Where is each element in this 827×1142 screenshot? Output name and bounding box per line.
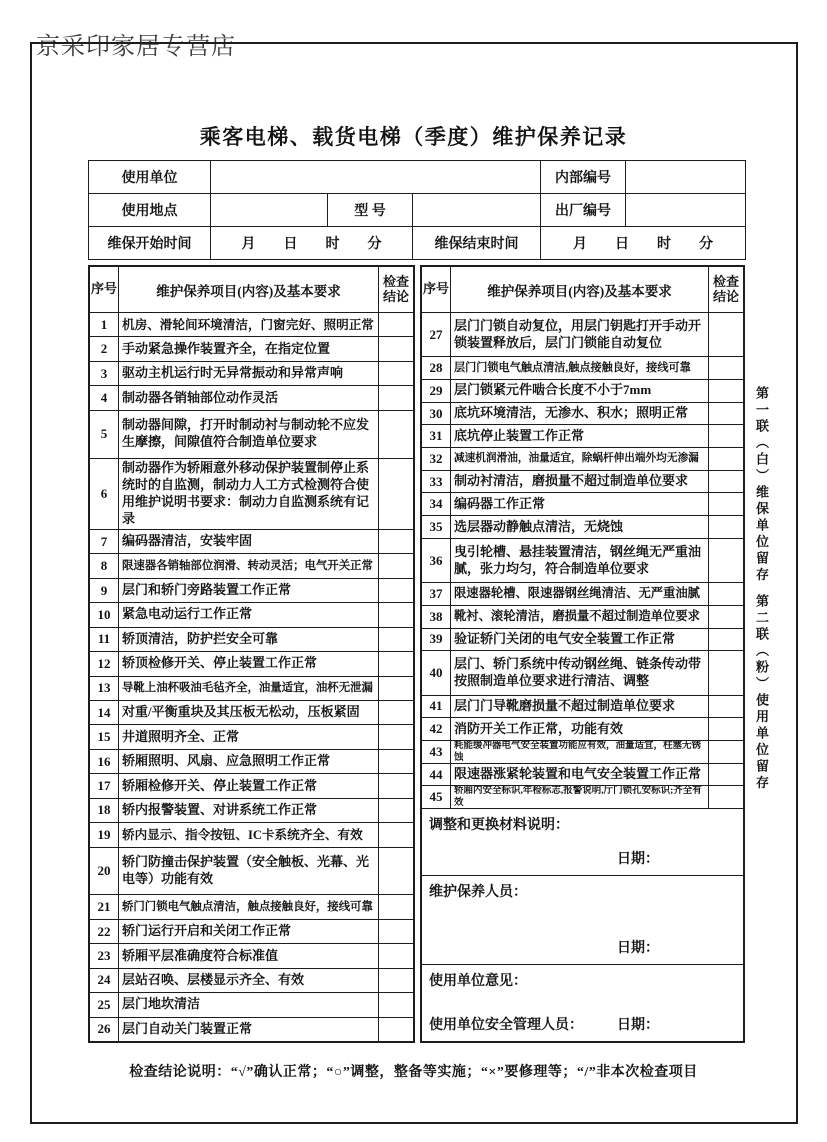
use-unit-label: 使用单位 bbox=[89, 161, 211, 194]
row-number: 2 bbox=[90, 337, 119, 360]
info-row-2 bbox=[89, 194, 746, 227]
factory-no-value-cell bbox=[626, 194, 746, 227]
item-header: 维护保养项目(内容)及基本要求 bbox=[156, 283, 341, 299]
row-result-cell bbox=[708, 606, 743, 628]
row-text: 轿厢检修开关、停止装置工作正常 bbox=[122, 777, 318, 793]
row-number: 12 bbox=[90, 652, 119, 675]
checklist-row-28 bbox=[422, 357, 743, 380]
row-number: 45 bbox=[422, 786, 451, 808]
checklist-rows-right bbox=[422, 313, 743, 809]
row-number: 35 bbox=[422, 516, 451, 538]
row-result-cell bbox=[708, 357, 743, 379]
internal-no-label: 内部编号 bbox=[541, 161, 626, 194]
row-result-cell bbox=[378, 677, 413, 700]
row-text: 轿内显示、指令按钮、IC卡系统齐全、有效 bbox=[122, 827, 363, 842]
row-number: 21 bbox=[90, 895, 119, 918]
row-result-cell bbox=[378, 993, 413, 1016]
checklist-row-6 bbox=[90, 459, 413, 530]
row-text: 轿门运行开启和关闭工作正常 bbox=[122, 923, 292, 939]
row-text: 耗能缓冲器电气安全装置功能应有效，油量适宜，柱塞无锈蚀 bbox=[454, 741, 702, 763]
row-text: 限速器轮槽、限速器钢丝绳清洁、无严重油腻 bbox=[454, 586, 700, 601]
row-result-cell bbox=[378, 411, 413, 458]
row-number: 32 bbox=[422, 448, 451, 470]
row-number: 14 bbox=[90, 701, 119, 724]
checklist-header-right bbox=[422, 267, 743, 313]
checklist-row-11 bbox=[90, 628, 413, 652]
info-table bbox=[88, 160, 746, 260]
row-text: 层站召唤、层楼显示齐全、有效 bbox=[122, 972, 305, 988]
checklist-row-33 bbox=[422, 471, 743, 494]
checklist-row-27 bbox=[422, 313, 743, 357]
checklist-row-36 bbox=[422, 539, 743, 583]
row-result-cell bbox=[378, 362, 413, 385]
row-text: 轿门防撞击保护装置（安全触板、光幕、光电等）功能有效 bbox=[122, 854, 370, 887]
row-number: 30 bbox=[422, 403, 451, 425]
seq-header: 序号 bbox=[422, 267, 451, 312]
row-result-cell bbox=[708, 583, 743, 605]
row-number: 4 bbox=[90, 386, 119, 409]
maint-end-label: 维保结束时间 bbox=[413, 227, 541, 260]
checklist-row-34 bbox=[422, 493, 743, 516]
info-row-3 bbox=[89, 227, 746, 260]
maintainer-section bbox=[422, 876, 743, 965]
result-legend: 检查结论说明：“√”确认正常；“○”调整，整备等实施；“×”要修理等；“/”非本次检查项目 bbox=[129, 1065, 698, 1080]
row-number: 31 bbox=[422, 425, 451, 447]
row-text: 层门和轿门旁路装置工作正常 bbox=[122, 582, 292, 598]
row-result-cell bbox=[378, 969, 413, 992]
adjust-date-label: 日期： bbox=[617, 852, 659, 867]
row-result-cell bbox=[708, 786, 743, 808]
row-result-cell bbox=[378, 337, 413, 360]
checklist-row-18 bbox=[90, 799, 413, 823]
form-title: 乘客电梯、载货电梯（季度）维护保养记录 bbox=[199, 125, 628, 149]
row-number: 36 bbox=[422, 539, 451, 582]
row-result-cell bbox=[378, 799, 413, 822]
row-result-cell bbox=[378, 386, 413, 409]
row-text: 靴衬、滚轮清洁，磨损量不超过制造单位要求 bbox=[454, 608, 700, 623]
checklist-row-20 bbox=[90, 848, 413, 896]
model-label: 型 号 bbox=[328, 194, 413, 227]
row-text: 限速器涨紧轮装置和电气安全装置工作正常 bbox=[454, 766, 702, 782]
row-result-cell bbox=[708, 493, 743, 515]
row-result-cell bbox=[378, 944, 413, 967]
row-result-cell bbox=[378, 652, 413, 675]
result-header: 检查结论 bbox=[708, 267, 743, 312]
row-number: 33 bbox=[422, 471, 451, 493]
seq-header: 序号 bbox=[90, 267, 119, 312]
row-number: 17 bbox=[90, 774, 119, 797]
safety-manager-label: 使用单位安全管理人员： bbox=[429, 1018, 583, 1033]
row-text: 手动紧急操作装置齐全，在指定位置 bbox=[122, 340, 331, 356]
row-result-cell bbox=[378, 750, 413, 773]
checklist-row-44 bbox=[422, 764, 743, 787]
row-number: 6 bbox=[90, 459, 119, 529]
row-text: 井道照明齐全、正常 bbox=[122, 728, 240, 744]
row-text: 制动器作为轿厢意外移动保护装置制停止系统时的自监测，制动力人工方式检测符合使用维护说明书要求：制动力自监测系统有记录 bbox=[122, 459, 370, 526]
checklist-row-16 bbox=[90, 750, 413, 774]
row-number: 39 bbox=[422, 629, 451, 651]
row-result-cell bbox=[708, 471, 743, 493]
checklist-row-17 bbox=[90, 774, 413, 798]
row-text: 层门、轿门系统中传动钢丝绳、链条传动带按照制造单位要求进行清洁、调整 bbox=[454, 656, 702, 688]
row-number: 26 bbox=[90, 1018, 119, 1041]
checklist-table-right bbox=[420, 265, 745, 1043]
checklist-row-21 bbox=[90, 895, 413, 919]
checklist-table-left bbox=[88, 265, 415, 1043]
row-text: 层门门导靴磨损量不超过制造单位要求 bbox=[454, 698, 676, 714]
row-result-cell bbox=[378, 774, 413, 797]
row-result-cell bbox=[378, 628, 413, 651]
row-number: 34 bbox=[422, 493, 451, 515]
row-result-cell bbox=[378, 895, 413, 918]
row-text: 制动衬清洁，磨损量不超过制造单位要求 bbox=[454, 473, 689, 489]
row-text: 编码器清洁，安装牢固 bbox=[122, 533, 253, 549]
checklist-header-left bbox=[90, 267, 413, 313]
use-unit-value-cell bbox=[211, 161, 541, 194]
row-result-cell bbox=[708, 448, 743, 470]
row-result-cell bbox=[708, 425, 743, 447]
result-header: 检查结论 bbox=[378, 267, 413, 312]
row-result-cell bbox=[708, 651, 743, 694]
factory-no-label: 出厂编号 bbox=[541, 194, 626, 227]
checklist-row-2 bbox=[90, 337, 413, 361]
row-number: 42 bbox=[422, 718, 451, 740]
checklist-row-5 bbox=[90, 411, 413, 459]
manager-date-label: 日期： bbox=[617, 1018, 659, 1033]
row-text: 编码器工作正常 bbox=[454, 495, 546, 511]
row-result-cell bbox=[708, 741, 743, 763]
maintainer-label: 维护保养人员： bbox=[429, 885, 527, 900]
row-number: 15 bbox=[90, 725, 119, 748]
row-number: 3 bbox=[90, 362, 119, 385]
checklist-row-13 bbox=[90, 677, 413, 701]
row-text: 轿厢内安全标识,年检标志,报警说明,厅门锁孔安标识;齐全有效 bbox=[454, 786, 702, 809]
row-number: 44 bbox=[422, 764, 451, 786]
checklist-row-8 bbox=[90, 554, 413, 578]
row-result-cell bbox=[378, 725, 413, 748]
checklist-row-42 bbox=[422, 718, 743, 741]
row-number: 22 bbox=[90, 920, 119, 943]
row-number: 11 bbox=[90, 628, 119, 651]
checklist-row-38 bbox=[422, 606, 743, 629]
row-text: 层门自动关门装置正常 bbox=[122, 1020, 253, 1036]
row-text: 限速器各销轴部位润滑、转动灵活；电气开关正常 bbox=[122, 559, 373, 572]
maintainer-date-label: 日期： bbox=[617, 941, 659, 956]
checklist-row-10 bbox=[90, 603, 413, 627]
checklist-row-4 bbox=[90, 386, 413, 410]
row-number: 5 bbox=[90, 411, 119, 458]
checklist-row-15 bbox=[90, 725, 413, 749]
row-result-cell bbox=[378, 313, 413, 336]
maint-start-label: 维保开始时间 bbox=[89, 227, 211, 260]
row-number: 41 bbox=[422, 696, 451, 718]
row-text: 层门门锁电气触点清洁,触点接触良好，接线可靠 bbox=[454, 361, 691, 374]
row-number: 28 bbox=[422, 357, 451, 379]
row-result-cell bbox=[378, 530, 413, 553]
store-watermark: 京采印家居专营店 bbox=[36, 33, 236, 60]
row-text: 验证轿门关闭的电气安全装置工作正常 bbox=[454, 630, 676, 646]
row-number: 18 bbox=[90, 799, 119, 822]
row-result-cell bbox=[378, 459, 413, 529]
checklist-row-24 bbox=[90, 969, 413, 993]
row-text: 轿顶清洁，防护拦安全可靠 bbox=[122, 630, 279, 646]
checklist-row-32 bbox=[422, 448, 743, 471]
checklist-row-7 bbox=[90, 530, 413, 554]
internal-no-value-cell bbox=[626, 161, 746, 194]
row-text: 轿厢照明、风扇、应急照明工作正常 bbox=[122, 753, 331, 769]
row-text: 轿内报警装置、对讲系统工作正常 bbox=[122, 801, 318, 817]
row-result-cell bbox=[378, 920, 413, 943]
row-text: 层门地坎清洁 bbox=[122, 996, 201, 1012]
checklist-row-30 bbox=[422, 403, 743, 426]
maint-end-time-cell: 月 日 时 分 bbox=[541, 227, 746, 260]
checklist-row-3 bbox=[90, 362, 413, 386]
row-number: 37 bbox=[422, 583, 451, 605]
row-number: 8 bbox=[90, 554, 119, 577]
checklist-row-23 bbox=[90, 944, 413, 968]
row-text: 曳引轮槽、悬挂装置清洁，钢丝绳无严重油腻，张力均匀，符合制造单位要求 bbox=[454, 543, 702, 576]
row-number: 9 bbox=[90, 579, 119, 602]
row-result-cell bbox=[378, 579, 413, 602]
maint-start-time-cell: 月 日 时 分 bbox=[211, 227, 413, 260]
checklist-row-43 bbox=[422, 741, 743, 764]
row-number: 43 bbox=[422, 741, 451, 763]
checklist-row-39 bbox=[422, 629, 743, 652]
row-text: 减速机润滑油，油量适宜，除蜗杆伸出端外均无渗漏 bbox=[454, 453, 699, 465]
row-text: 轿顶检修开关、停止装置工作正常 bbox=[122, 655, 318, 671]
row-text: 轿厢平层准确度符合标准值 bbox=[122, 947, 279, 963]
checklist-row-29 bbox=[422, 380, 743, 403]
use-unit-opinion-section bbox=[422, 965, 743, 1041]
info-row-1 bbox=[89, 161, 746, 194]
checklist-row-25 bbox=[90, 993, 413, 1017]
row-result-cell bbox=[708, 380, 743, 402]
row-text: 轿门门锁电气触点清洁，触点接触良好，接线可靠 bbox=[122, 900, 373, 913]
checklist-row-1 bbox=[90, 313, 413, 337]
row-result-cell bbox=[378, 701, 413, 724]
checklist-row-37 bbox=[422, 583, 743, 606]
checklist-row-14 bbox=[90, 701, 413, 725]
row-text: 层门门锁自动复位，用层门钥匙打开手动开锁装置释放后，层门门锁能自动复位 bbox=[454, 317, 702, 350]
checklist-row-12 bbox=[90, 652, 413, 676]
checklist-row-40 bbox=[422, 651, 743, 695]
row-result-cell bbox=[378, 823, 413, 846]
row-result-cell bbox=[708, 718, 743, 740]
row-number: 23 bbox=[90, 944, 119, 967]
row-text: 制动器各销轴部位动作灵活 bbox=[122, 389, 279, 405]
checklist-row-9 bbox=[90, 579, 413, 603]
row-result-cell bbox=[708, 764, 743, 786]
row-number: 40 bbox=[422, 651, 451, 694]
row-result-cell bbox=[708, 539, 743, 582]
row-text: 对重/平衡重块及其压板无松动，压板紧固 bbox=[122, 704, 360, 720]
row-text: 机房、滑轮间环境清洁，门窗完好、照明正常 bbox=[122, 317, 374, 332]
row-text: 层门锁紧元件啮合长度不小于7mm bbox=[454, 382, 652, 398]
row-number: 7 bbox=[90, 530, 119, 553]
row-result-cell bbox=[708, 696, 743, 718]
use-location-value-cell bbox=[211, 194, 328, 227]
row-result-cell bbox=[708, 629, 743, 651]
row-number: 20 bbox=[90, 848, 119, 895]
checklist-row-35 bbox=[422, 516, 743, 539]
row-number: 1 bbox=[90, 313, 119, 336]
copy-note-second: 第二联（粉）使用单位留存 bbox=[754, 594, 769, 792]
checklist-rows-left bbox=[90, 313, 413, 1041]
row-text: 底坑环境清洁，无渗水、积水；照明正常 bbox=[454, 405, 689, 421]
row-number: 10 bbox=[90, 603, 119, 626]
row-number: 27 bbox=[422, 313, 451, 356]
copy-note-first: 第一联（白）维保单位留存 bbox=[754, 386, 769, 584]
row-text: 底坑停止装置工作正常 bbox=[454, 427, 585, 443]
row-result-cell bbox=[708, 516, 743, 538]
row-number: 25 bbox=[90, 993, 119, 1016]
row-text: 制动器间隙，打开时制动衬与制动轮不应发生摩擦，间隙值符合制造单位要求 bbox=[122, 417, 370, 450]
checklist-row-31 bbox=[422, 425, 743, 448]
row-result-cell bbox=[708, 403, 743, 425]
row-text: 驱动主机运行时无异常振动和异常声响 bbox=[122, 365, 344, 381]
row-result-cell bbox=[378, 603, 413, 626]
row-number: 29 bbox=[422, 380, 451, 402]
opinion-signature-line bbox=[429, 1014, 736, 1036]
row-text: 紧急电动运行工作正常 bbox=[122, 606, 253, 622]
row-number: 16 bbox=[90, 750, 119, 773]
row-number: 13 bbox=[90, 677, 119, 700]
use-location-label: 使用地点 bbox=[89, 194, 211, 227]
model-value-cell bbox=[413, 194, 541, 227]
row-result-cell bbox=[378, 1018, 413, 1041]
row-text: 导靴上油杯吸油毛毡齐全，油量适宜，油杯无泄漏 bbox=[122, 681, 373, 694]
row-result-cell bbox=[708, 313, 743, 356]
row-result-cell bbox=[378, 554, 413, 577]
checklist-row-41 bbox=[422, 696, 743, 719]
checklist-row-45 bbox=[422, 786, 743, 809]
adjust-materials-label: 调整和更换材料说明： bbox=[429, 818, 569, 833]
row-number: 38 bbox=[422, 606, 451, 628]
item-header: 维护保养项目(内容)及基本要求 bbox=[487, 283, 672, 299]
row-text: 消防开关工作正常，功能有效 bbox=[454, 720, 624, 736]
row-result-cell bbox=[378, 848, 413, 895]
adjust-materials-section bbox=[422, 809, 743, 876]
checklist-row-19 bbox=[90, 823, 413, 847]
row-number: 19 bbox=[90, 823, 119, 846]
opinion-label: 使用单位意见： bbox=[429, 974, 527, 989]
checklist-row-22 bbox=[90, 920, 413, 944]
checklist-row-26 bbox=[90, 1018, 413, 1041]
row-text: 选层器动静触点清洁，无烧蚀 bbox=[454, 518, 624, 534]
row-number: 24 bbox=[90, 969, 119, 992]
